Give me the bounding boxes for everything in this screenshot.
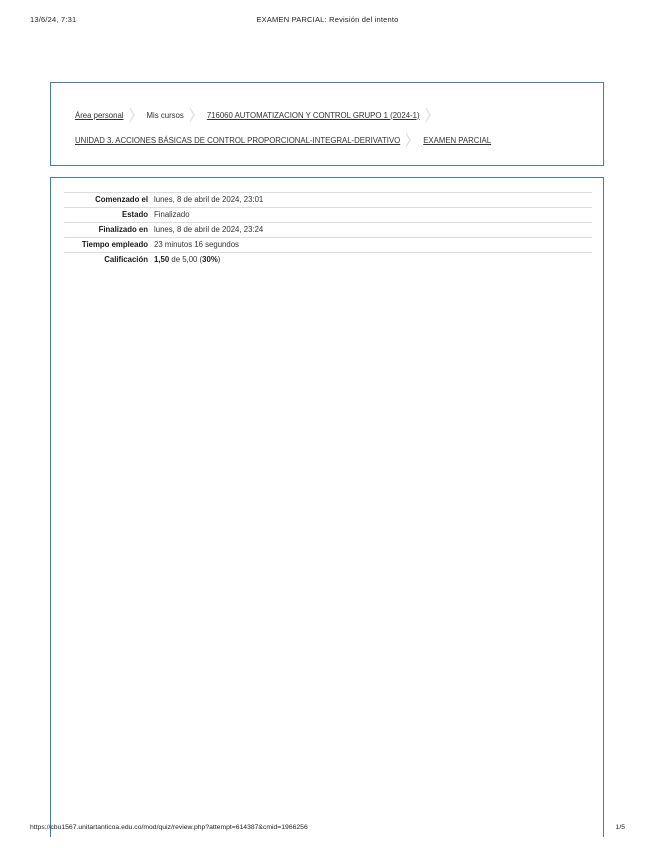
attempt-summary-table (64, 192, 592, 267)
summary-label-started: Comenzado el (95, 195, 148, 204)
grade-close: ) (217, 255, 221, 264)
print-date: 13/6/24, 7:31 (30, 15, 77, 24)
grade-percent: 30% (202, 255, 218, 264)
breadcrumb-link-course[interactable]: 716060 AUTOMATIZACION Y CONTROL GRUPO 1 (2024-1) (206, 110, 420, 120)
summary-value-state: Finalizado (154, 210, 190, 219)
breadcrumb-separator-icon (426, 107, 431, 123)
table-row (64, 253, 592, 268)
breadcrumb-separator-icon (406, 132, 411, 148)
summary-value-time: 23 minutos 16 segundos (154, 240, 239, 249)
print-url: https://cbu1567.unitartanticoa.edu.co/mod/quiz/review.php?attempt=614387&cmid=1966256 (30, 824, 308, 831)
breadcrumb-item-examen[interactable] (423, 136, 491, 145)
breadcrumb-row-1 (75, 106, 443, 124)
summary-value-started: lunes, 8 de abril de 2024, 23:01 (154, 195, 264, 204)
breadcrumb-item-mis-cursos (147, 111, 184, 120)
breadcrumb-item-area-personal[interactable] (75, 111, 124, 120)
breadcrumb-row-2 (75, 131, 491, 149)
breadcrumb-item-course[interactable] (207, 111, 420, 120)
summary-label-time: Tiempo empleado (81, 240, 148, 249)
table-row (64, 193, 592, 208)
breadcrumb-item-unidad[interactable] (75, 136, 400, 145)
summary-value-finished: lunes, 8 de abril de 2024, 23:24 (154, 225, 264, 234)
summary-label-state: Estado (122, 210, 148, 219)
attempt-summary-card (50, 177, 604, 837)
breadcrumb-separator-icon (130, 107, 135, 123)
breadcrumb-link-area-personal[interactable]: Área personal (75, 110, 124, 120)
summary-value-grade (154, 253, 592, 268)
breadcrumb-separator-icon (190, 107, 195, 123)
print-header (0, 15, 655, 29)
breadcrumb (50, 82, 604, 166)
breadcrumb-link-examen-parcial[interactable]: EXAMEN PARCIAL (423, 135, 492, 145)
grade-score: 1,50 (154, 255, 170, 264)
grade-of: de 5,00 ( (171, 255, 203, 264)
breadcrumb-link-unidad[interactable]: UNIDAD 3. ACCIONES BÁSICAS DE CONTROL PROPORCIONAL-INTEGRAL-DERIVATIVO (75, 135, 401, 145)
print-footer (0, 824, 655, 838)
print-page-number: 1/5 (615, 824, 625, 831)
summary-label-finished: Finalizado en (98, 225, 148, 234)
breadcrumb-label-mis-cursos: Mis cursos (146, 110, 184, 120)
table-row (64, 208, 592, 223)
summary-label-grade: Calificación (104, 255, 148, 264)
table-row (64, 223, 592, 238)
table-row (64, 238, 592, 253)
print-page-title: EXAMEN PARCIAL: Revisión del intento (256, 15, 399, 24)
